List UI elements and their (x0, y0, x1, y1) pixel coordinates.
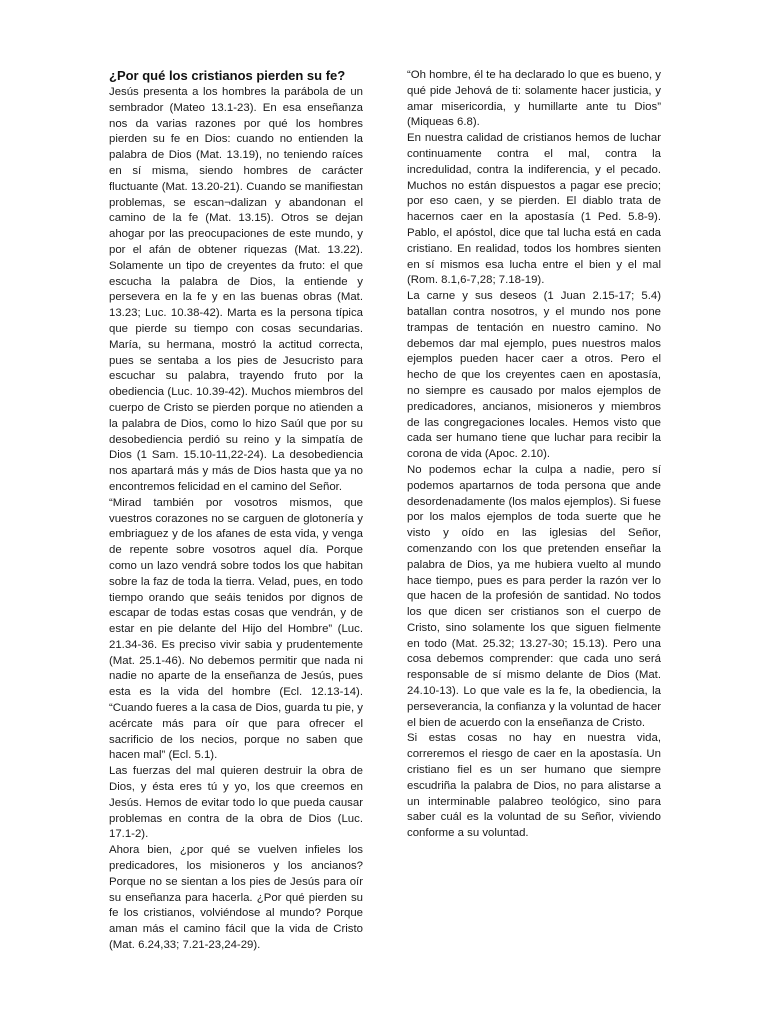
paragraph: “Mirad también por vosotros mismos, que vuestros corazones no se carguen de glotonería y embriaguez y de los afanes de esta vida, y venga de repente sobre vosotros aquel día. Porque como un lazo vendrá sobre todos los que habitan sobre la faz de toda la tierra. Velad, pues, en todo tiempo orando que seáis tenidos por dignos de escapar de todas estas cosas que vendrán, y de estar en pie delante del Hijo del Hombre” (Luc. 21.34-36. Es preciso vivir sabia y prudentemente (Mat. 25.1-46). No debemos permitir que nada ni nadie no aparte de la enseñanza de Jesús, pues esta es la vida del hombre (Ecl. 12.13-14). “Cuando fueres a la casa de Dios, guarda tu pie, y acércate más para oír que para ofrecer el sacrificio de los necios, porque no saben que hacen mal” (Ecl. 5.1). (109, 496, 363, 762)
left-column (109, 68, 363, 954)
paragraph: En nuestra calidad de cristianos hemos de luchar continuamente contra el mal, contra la incredulidad, contra la indiferencia, y el pecado. Muchos no están dispuestos a pagar ese precio; por eso caen, y se pierden. El diablo trata de hacernos caer en la apostasía (1 Ped. 5.8-9). Pablo, el apóstol, dice que tal lucha está en cada cristiano. En realidad, todos los hombres sienten en sí mismos esa lucha entre el bien y el mal (Rom. 8.1,6-7,28; 7.18-19). (407, 132, 661, 287)
paragraph: “Oh hombre, él te ha declarado lo que es bueno, y qué pide Jehová de ti: solamente hacer justicia, y amar misericordia, y humillarte ante tu Dios” (Miqueas 6.8). (407, 69, 661, 129)
right-column (407, 68, 661, 842)
document-title: ¿Por qué los cristianos pierden su fe? (109, 68, 346, 83)
paragraph: No podemos echar la culpa a nadie, pero sí podemos apartarnos de toda persona que ande desordenadamente (los malos ejemplos). Si fuese por los malos ejemplos de toda suerte que he visto y oído en las iglesias del Señor, comenzando con los que pretenden enseñar la palabra de Dios, ya me hubiera vuelto al mundo hace tiempo, pues es para perder la razón ver lo que hacen de la profesión de santidad. No todos los que dicen ser cristianos son el cuerpo de Cristo, sino solamente los que siguen fielmente en todo (Mat. 25.32; 13.27-30; 15.13). Pero una cosa debemos comprender: que cada uno será responsable de sí mismo delante de Dios (Mat. 24.10-13). Lo que vale es la fe, la obediencia, la perseverancia, la confianza y la voluntad de hacer el bien de acuerdo con la enseñanza de Cristo. (407, 463, 661, 729)
paragraph: Ahora bien, ¿por qué se vuelven infieles los predicadores, los misioneros y los ancianos? Porque no se sientan a los pies de Jesús para oír su enseñanza para hacerla. ¿Por qué pierden su fe los cristianos, volviéndose al mundo? Porque aman más el camino fácil que la vida de Cristo (Mat. 6.24,33; 7.21-23,24-29). (109, 844, 363, 952)
paragraph: Las fuerzas del mal quieren destruir la obra de Dios, y ésta eres tú y yo, los que creemos en Jesús. Hemos de evitar todo lo que pueda causar problemas en contra de la obra de Dios (Luc. 17.1-2). (109, 765, 363, 841)
paragraph: La carne y sus deseos (1 Juan 2.15-17; 5.4) batallan contra nosotros, y el mundo nos pone trampas de tentación en nuestro camino. No debemos dar mal ejemplo, pues nuestros malos ejemplos pueden hacer caer a otros. Pero el hecho de que los creyentes caen en apostasía, no siempre es causado por malos ejemplos de predicadores, ancianos, misioneros y miembros de las congregaciones locales. Hemos visto que cada ser humano tiene que luchar para recibir la corona de vida (Apoc. 2.10). (407, 290, 661, 461)
paragraph: Si estas cosas no hay en nuestra vida, correremos el riesgo de caer en la apostasía. Un cristiano fiel es un ser humano que siempre escudriña la palabra de Dios, no para alistarse a un interminable palabreo teológico, sino para saber cuál es la voluntad de su Señor, viviendo conforme a su voluntad. (407, 732, 661, 840)
paragraph: Jesús presenta a los hombres la parábola de un sembrador (Mateo 13.1-23). En esa enseñanza nos da varias razones por qué los hombres pierden su fe en Dios: cuando no entienden la palabra de Dios (Mat. 13.19), no teniendo raíces en sí misma, siendo hombres de carácter fluctuante (Mat. 13.20-21). Cuando se manifiestan problemas, se escan¬dalizan y abandonan el camino de la fe (Mat. 13.15). Otros se dejan ahogar por las preocupaciones de este mundo, y por el afán de obtener riquezas (Mat. 13.22). Solamente un tipo de creyentes da fruto: el que escucha la palabra de Dios, la entiende y persevera en la fe y en las buenas obras (Mat. 13.23; Luc. 10.38-42). Marta es la persona típica que pierde su tiempo con cosas secundarias. María, su hermana, mostró la actitud correcta, pues se sentaba a los pies de Jesucristo para escuchar su palabra, trayendo fruto por la obediencia (Luc. 10.39-42). Muchos miembros del cuerpo de Cristo se pierden porque no atienden a la palabra de Dios, como lo hizo Saúl que por su desobediencia perdió su reino y la simpatía de Dios (1 Sam. 15.10-11,22-24). La desobediencia nos apartará más y más de Dios hasta que ya no encontremos felicidad en el camino del Señor. (109, 86, 363, 493)
